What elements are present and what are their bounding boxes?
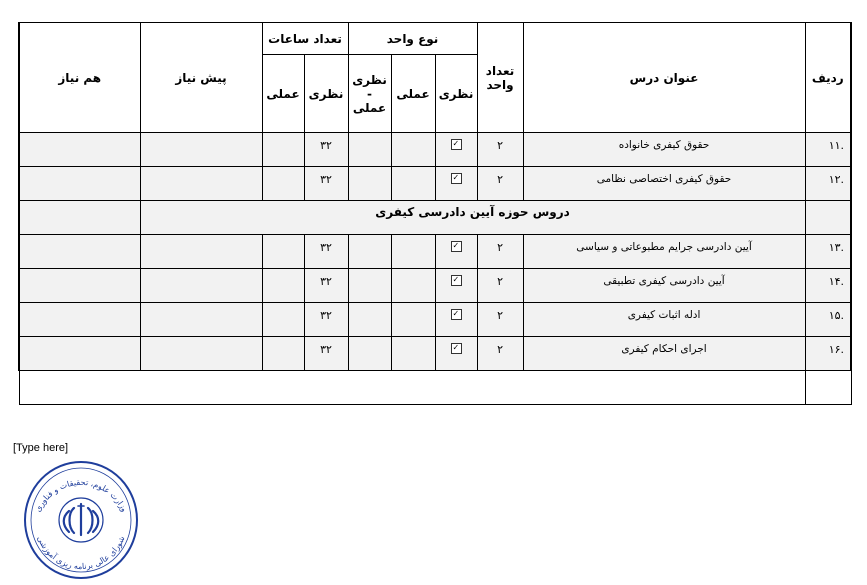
header-course-title: عنوان درس — [523, 23, 805, 133]
unit-practical-cell — [391, 167, 435, 201]
prerequisite-cell — [140, 303, 262, 337]
unit-practical-cell — [391, 235, 435, 269]
course-title: اجرای احکام کیفری — [523, 337, 805, 371]
checkbox-icon — [451, 173, 462, 184]
hours-theory: ۳۲ — [304, 133, 348, 167]
corequisite-cell — [19, 133, 140, 167]
corequisite-cell — [19, 235, 140, 269]
course-title: حقوق کیفری اختصاصی نظامی — [523, 167, 805, 201]
header-row-top — [19, 23, 851, 55]
table-row — [19, 269, 851, 303]
prerequisite-cell — [140, 337, 262, 371]
unit-theory-practical-cell — [348, 235, 391, 269]
unit-theory-cell — [435, 337, 477, 371]
empty-row — [19, 371, 851, 405]
corequisite-cell — [19, 269, 140, 303]
hours-practical — [262, 235, 304, 269]
unit-theory-cell — [435, 167, 477, 201]
prerequisite-cell — [140, 133, 262, 167]
header-hours-practical: عملی — [262, 55, 304, 133]
header-unit-theory-practical: نظری - عملی — [348, 55, 391, 133]
row-number: .۱۲ — [805, 167, 851, 201]
hours-theory: ۳۲ — [304, 167, 348, 201]
header-unit-theory: نظری — [435, 55, 477, 133]
row-number: .۱۱ — [805, 133, 851, 167]
header-hours-theory: نظری — [304, 55, 348, 133]
units-count: ۲ — [477, 133, 523, 167]
section-title: دروس حوزه آیین دادرسی کیفری — [140, 201, 805, 235]
corequisite-cell — [19, 303, 140, 337]
units-count: ۲ — [477, 167, 523, 201]
header-corequisite: هم نیاز — [19, 23, 140, 133]
hours-theory: ۳۲ — [304, 235, 348, 269]
row-number: .۱۳ — [805, 235, 851, 269]
course-title: آیین دادرسی جرایم مطبوعاتی و سیاسی — [523, 235, 805, 269]
prerequisite-cell — [140, 167, 262, 201]
hours-theory: ۳۲ — [304, 337, 348, 371]
unit-theory-practical-cell — [348, 167, 391, 201]
prerequisite-cell — [140, 235, 262, 269]
unit-theory-practical-cell — [348, 133, 391, 167]
course-title: حقوق کیفری خانواده — [523, 133, 805, 167]
table-row — [19, 235, 851, 269]
curriculum-table — [18, 22, 852, 405]
hours-theory: ۳۲ — [304, 303, 348, 337]
units-count: ۲ — [477, 269, 523, 303]
table-row — [19, 133, 851, 167]
empty-cell-wide — [19, 371, 805, 405]
units-count: ۲ — [477, 235, 523, 269]
course-title: آیین دادرسی کیفری تطبیقی — [523, 269, 805, 303]
ministry-seal-stamp — [22, 459, 140, 581]
course-title: ادله اثبات کیفری — [523, 303, 805, 337]
unit-theory-practical-cell — [348, 269, 391, 303]
row-number: .۱۵ — [805, 303, 851, 337]
unit-practical-cell — [391, 133, 435, 167]
empty-cell — [805, 371, 851, 405]
unit-practical-cell — [391, 303, 435, 337]
hours-practical — [262, 303, 304, 337]
header-hours-count: تعداد ساعات — [262, 23, 348, 55]
unit-practical-cell — [391, 269, 435, 303]
section-row — [19, 201, 851, 235]
table-row — [19, 167, 851, 201]
corequisite-cell — [19, 337, 140, 371]
seal-bottom-text: شورای عالی برنامه ریزی آموزشی — [35, 534, 127, 572]
unit-theory-practical-cell — [348, 303, 391, 337]
prerequisite-cell — [140, 269, 262, 303]
unit-theory-cell — [435, 269, 477, 303]
hours-theory: ۳۲ — [304, 269, 348, 303]
section-number-cell — [805, 201, 851, 235]
unit-theory-cell — [435, 133, 477, 167]
unit-theory-practical-cell — [348, 337, 391, 371]
header-unit-practical: عملی — [391, 55, 435, 133]
table-row — [19, 337, 851, 371]
header-row-number: ردیف — [805, 23, 851, 133]
checkbox-icon — [451, 275, 462, 286]
footer-placeholder: [Type here] — [13, 442, 69, 454]
seal-top-text: وزارت علوم، تحقیقات و فناوری — [33, 477, 129, 514]
hours-practical — [262, 167, 304, 201]
row-number: .۱۴ — [805, 269, 851, 303]
section-end-cell — [19, 201, 140, 235]
header-prerequisite: پیش نیاز — [140, 23, 262, 133]
table-row — [19, 303, 851, 337]
header-units-count: تعداد واحد — [477, 23, 523, 133]
checkbox-icon — [451, 241, 462, 252]
units-count: ۲ — [477, 337, 523, 371]
hours-practical — [262, 337, 304, 371]
unit-theory-cell — [435, 303, 477, 337]
unit-theory-cell — [435, 235, 477, 269]
units-count: ۲ — [477, 303, 523, 337]
hours-practical — [262, 133, 304, 167]
row-number: .۱۶ — [805, 337, 851, 371]
checkbox-icon — [451, 309, 462, 320]
header-unit-type: نوع واحد — [348, 23, 477, 55]
corequisite-cell — [19, 167, 140, 201]
checkbox-icon — [451, 139, 462, 150]
checkbox-icon — [451, 343, 462, 354]
unit-practical-cell — [391, 337, 435, 371]
hours-practical — [262, 269, 304, 303]
